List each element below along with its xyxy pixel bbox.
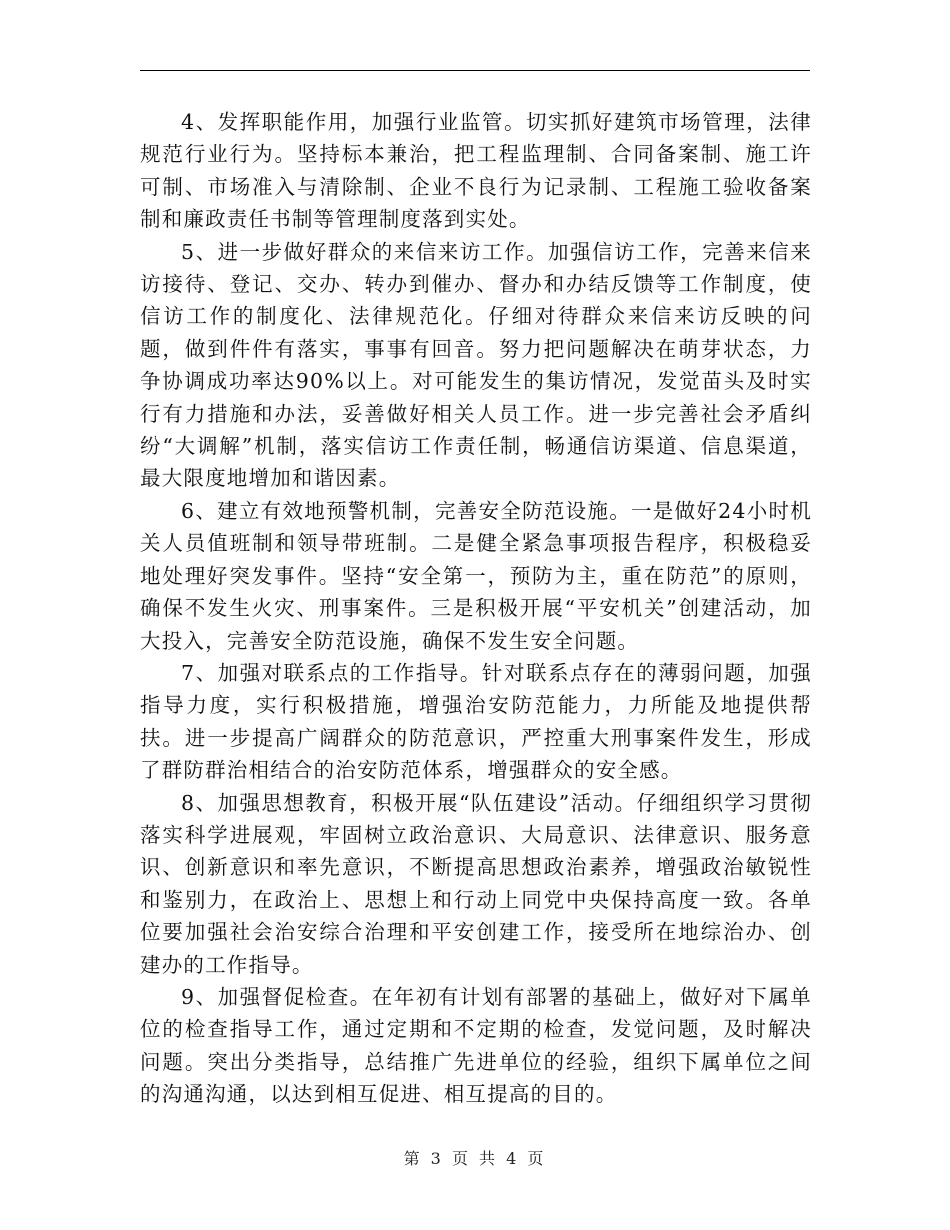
paragraph-8: 8、加强思想教育，积极开展“队伍建设”活动。仔细组织学习贯彻落实科学进展观，牢固树立政治意识、大局意识、法律意识、服务意识、创新意识和率先意识，不断提高思想政治素养，增强政治敏锐性和鉴别力，在政治上、思想上和行动上同党中央保持高度一致。各单位要加强社会治安综合治理和平安创建工作，接受所在地综治办、创建办的工作指导。 bbox=[140, 790, 812, 977]
paragraph-7: 7、加强对联系点的工作指导。针对联系点存在的薄弱问题，加强指导力度，实行积极措施，增强治安防范能力，力所能及地提供帮扶。进一步提高广阔群众的防范意识，严控重大刑事案件发生，形成了群防群治相结合的治安防范体系，增强群众的安全感。 bbox=[140, 660, 812, 783]
document-body bbox=[140, 106, 812, 1111]
paragraph-6: 6、建立有效地预警机制，完善安全防范设施。一是做好24小时机关人员值班制和领导带班制。二是健全紧急事项报告程序，积极稳妥地处理好突发事件。坚持“安全第一，预防为主，重在防范”的原则，确保不发生火灾、刑事案件。三是积极开展“平安机关”创建活动，加大投入，完善安全防范设施，确保不发生安全问题。 bbox=[140, 498, 812, 653]
paragraph-5: 5、进一步做好群众的来信来访工作。加强信访工作，完善来信来访接待、登记、交办、转办到催办、督办和办结反馈等工作制度，使信访工作的制度化、法律规范化。仔细对待群众来信来访反映的问题，做到件件有落实，事事有回音。努力把问题解决在萌芽状态，力争协调成功率达90%以上。对可能发生的集访情况，发觉苗头及时实行有力措施和办法，妥善做好相关人员工作。进一步完善社会矛盾纠纷“大调解”机制，落实信访工作责任制，畅通信访渠道、信息渠道，最大限度地增加和谐因素。 bbox=[140, 239, 812, 491]
header-rule bbox=[140, 70, 810, 71]
paragraph-4: 4、发挥职能作用，加强行业监管。切实抓好建筑市场管理，法律规范行业行为。坚持标本兼治，把工程监理制、合同备案制、施工许可制、市场准入与清除制、企业不良行为记录制、工程施工验收备案制和廉政责任书制等管理制度落到实处。 bbox=[140, 110, 812, 232]
paragraph-9: 9、加强督促检查。在年初有计划有部署的基础上，做好对下属单位的检查指导工作，通过定期和不定期的检查，发觉问题，及时解决问题。突出分类指导，总结推广先进单位的经验，组织下属单位之间的沟通沟通，以达到相互促进、相互提高的目的。 bbox=[140, 984, 812, 1107]
page-footer: 第 3 页 共 4 页 bbox=[403, 1149, 547, 1168]
